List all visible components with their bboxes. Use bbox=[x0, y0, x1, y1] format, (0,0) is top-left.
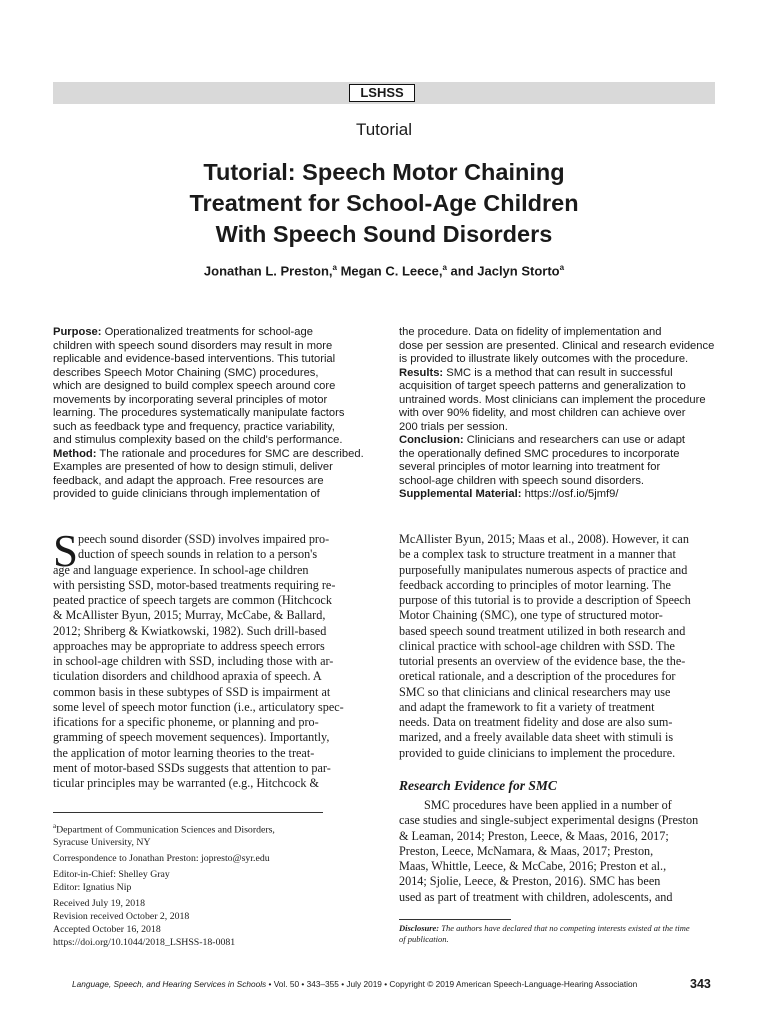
section-heading: Research Evidence for SMC bbox=[399, 778, 557, 793]
abstract-text: 200 trials per session. bbox=[399, 420, 508, 433]
abstract-label: Results: bbox=[399, 366, 444, 379]
abstract-left-column bbox=[53, 326, 371, 502]
abstract-line bbox=[53, 421, 371, 435]
abstract-line bbox=[53, 488, 371, 502]
abstract-text: several principles of motor learning into treatment for bbox=[399, 461, 661, 473]
article-title bbox=[0, 157, 768, 250]
abstract-text: feedback, and adapt the approach. Free resources are bbox=[53, 474, 324, 487]
abstract-text: school-age children with speech sound disorders. bbox=[399, 474, 645, 487]
abstract-line bbox=[399, 353, 717, 367]
drop-cap: S bbox=[53, 526, 79, 576]
body-text-line: McAllister Byun, 2015; Maas et al., 2008). However, it can bbox=[399, 532, 689, 546]
abstract-line bbox=[399, 434, 717, 448]
affiliation-mark: a bbox=[53, 822, 57, 830]
body-text-line: clinical practice with school-age children with SSD. The bbox=[399, 638, 675, 653]
body-left-column bbox=[53, 532, 371, 791]
body-text-line: with persisting SSD, motor-based treatments requiring re- bbox=[53, 577, 336, 592]
abstract-line bbox=[399, 461, 717, 475]
body-text-line: feedback according to principles of motor learning. The bbox=[399, 577, 671, 592]
body-text-line: case studies and single-subject experimental designs (Preston bbox=[399, 813, 699, 828]
author-affiliation-mark: a bbox=[332, 263, 337, 272]
abstract-text: which are designed to build complex speech around core bbox=[53, 380, 336, 392]
abstract-line bbox=[53, 367, 371, 381]
body-text-line: the application of motor learning theories to the treat- bbox=[53, 745, 315, 760]
abstract-text: The rationale and procedures for SMC are described. bbox=[99, 447, 364, 460]
author-affiliation-mark: a bbox=[442, 263, 447, 272]
body-text-line: some level of speech motor function (i.e., articulatory spec- bbox=[53, 699, 344, 714]
abstract-text: such as feedback type and frequency, practice variability, bbox=[53, 420, 335, 433]
body-right-column-continued bbox=[399, 798, 717, 905]
abstract-line bbox=[53, 326, 371, 340]
body-text-line: needs. Data on treatment fidelity and dose are also sum- bbox=[399, 715, 673, 729]
abstract-text: with over 90% fidelity, and most children can achieve over bbox=[399, 407, 686, 419]
footer-journal-name: Language, Speech, and Hearing Services in Schools bbox=[72, 979, 267, 989]
author-name: Jonathan L. Preston, bbox=[203, 263, 333, 279]
abstract-line bbox=[399, 367, 717, 381]
date-line: Received July 19, 2018 bbox=[53, 898, 145, 910]
abstract-line bbox=[399, 394, 717, 408]
body-text-line: SMC so that clinicians and clinical researchers may use bbox=[399, 684, 671, 699]
abstract-text: replicable and evidence-based interventions. This tutorial bbox=[53, 353, 336, 365]
abstract-text: movements by incorporating several principles of motor bbox=[53, 393, 328, 406]
abstract-line bbox=[399, 475, 717, 489]
abstract-text: Operationalized treatments for school-age bbox=[104, 326, 313, 338]
body-text-line: Maas, Whittle, Leece, & McCabe, 2016; Preston et al., bbox=[399, 859, 667, 873]
body-text-line: peech sound disorder (SSD) involves impaired pro- bbox=[78, 532, 330, 546]
disclosure-label: Disclosure: bbox=[399, 923, 440, 933]
body-text-line: Motor Chaining (SMC), one type of structured motor- bbox=[399, 608, 663, 623]
correspondence-line: Correspondence to Jonathan Preston: jopresto@syr.edu bbox=[53, 853, 270, 865]
body-text-line: gramming of speech movement sequences). Importantly, bbox=[53, 730, 330, 745]
abstract-text: dose per session are presented. Clinical and research evidence bbox=[399, 339, 715, 352]
abstract-text: describes Speech Motor Chaining (SMC) procedures, bbox=[53, 366, 319, 379]
body-text-line: 2012; Shriberg & Kwiatkowski, 1982). Such drill-based bbox=[53, 623, 327, 638]
abstract-line bbox=[53, 461, 371, 475]
disclosure-note bbox=[399, 923, 717, 945]
abstract-label: Purpose: bbox=[53, 326, 102, 338]
body-text-line: & Leaman, 2014; Preston, Leece, & Maas, 2016, 2017; bbox=[399, 828, 669, 843]
footer-citation bbox=[72, 979, 637, 989]
abstract-label: Supplemental Material: bbox=[399, 488, 522, 500]
body-text-line: and adapt the framework to fit a variety of treatment bbox=[399, 699, 655, 714]
body-text-line: common basis in these subtypes of SSD is impairment at bbox=[53, 684, 331, 699]
author-affiliation-mark: a bbox=[559, 263, 565, 272]
editor-line: Editor-in-Chief: Shelley Gray bbox=[53, 869, 170, 881]
footer-details: • Vol. 50 • 343–355 • July 2019 • Copyright © 2019 American Speech-Language-Hearing Association bbox=[266, 979, 638, 989]
footnotes bbox=[53, 820, 275, 949]
page-number: 343 bbox=[690, 977, 711, 991]
body-text-line: approaches may be appropriate to address speech errors bbox=[53, 638, 325, 653]
body-text-line: peated practice of speech targets are common (Hitchcock bbox=[53, 593, 332, 607]
abstract-right-column bbox=[399, 326, 717, 502]
abstract-text: the operationally defined SMC procedures to incorporate bbox=[399, 447, 680, 460]
title-line: Tutorial: Speech Motor Chaining bbox=[203, 159, 565, 185]
disclosure-divider bbox=[399, 919, 511, 920]
abstract-text: and stimulus complexity based on the child's performance. bbox=[53, 434, 343, 446]
abstract-text: the procedure. Data on fidelity of implementation and bbox=[399, 326, 662, 338]
section-label: Tutorial bbox=[355, 120, 413, 139]
disclosure-text: The authors have declared that no competing interests existed at the time bbox=[441, 923, 690, 933]
body-text-line: used as part of treatment with children, adolescents, and bbox=[399, 889, 673, 904]
footnote-divider bbox=[53, 812, 323, 813]
body-text-line: provided to guide clinicians to implement the procedure. bbox=[399, 745, 676, 760]
body-text-line: in school-age children with SSD, including those with ar- bbox=[53, 654, 334, 668]
abstract-line bbox=[53, 448, 371, 462]
journal-badge: LSHSS bbox=[349, 84, 415, 102]
abstract-line bbox=[53, 340, 371, 354]
author-name: and Jaclyn Storto bbox=[450, 263, 560, 279]
abstract-line bbox=[399, 340, 717, 354]
body-text-line: oretical rationale, and a description of the procedures for bbox=[399, 669, 676, 684]
body-text-line: purposefully manipulates numerous aspects of practice and bbox=[399, 562, 688, 577]
abstract-text: Clinicians and researchers can use or adapt bbox=[466, 434, 686, 446]
title-line: With Speech Sound Disorders bbox=[215, 221, 553, 247]
abstract-text: provided to guide clinicians through implementation of bbox=[53, 488, 320, 500]
abstract-text: acquisition of target speech patterns and generalization to bbox=[399, 380, 686, 392]
body-text-line: ticular principles may be warranted (e.g., Hitchcock & bbox=[53, 776, 319, 790]
abstract-line bbox=[53, 353, 371, 367]
abstract-text: learning. The procedures systematically manipulate factors bbox=[53, 407, 345, 419]
abstract-line bbox=[53, 475, 371, 489]
editor-line: Editor: Ignatius Nip bbox=[53, 882, 132, 894]
abstract-line bbox=[399, 448, 717, 462]
body-text-line: Preston, Leece, McNamara, & Maas, 2017; Preston, bbox=[399, 843, 654, 858]
abstract-line bbox=[399, 380, 717, 394]
body-text-line: be a complex task to structure treatment in a manner that bbox=[399, 547, 676, 562]
abstract-text: Examples are presented of how to design stimuli, deliver bbox=[53, 461, 333, 473]
body-text-line: purpose of this tutorial is to provide a description of Speech bbox=[399, 593, 691, 607]
affiliation-line: Department of Communication Sciences and Disorders, bbox=[56, 824, 275, 836]
body-text-line: based speech sound treatment utilized in both research and bbox=[399, 623, 686, 638]
date-line: Accepted October 16, 2018 bbox=[53, 924, 161, 936]
author-list bbox=[0, 263, 768, 278]
title-line: Treatment for School-Age Children bbox=[189, 190, 579, 216]
body-text-line: & McAllister Byun, 2015; Murray, McCabe, & Ballard, bbox=[53, 608, 326, 623]
body-text-line: SMC procedures have been applied in a number of bbox=[424, 798, 672, 812]
abstract-line bbox=[399, 421, 717, 435]
disclosure-text: of publication. bbox=[399, 934, 449, 944]
abstract-line bbox=[53, 434, 371, 448]
abstract-text: untrained words. Most clinicians can implement the procedure bbox=[399, 393, 706, 406]
abstract-label: Conclusion: bbox=[399, 434, 464, 446]
body-text-line: marized, and a freely available data sheet with stimuli is bbox=[399, 730, 674, 745]
affiliation-line: Syracuse University, NY bbox=[53, 837, 151, 849]
abstract-text: https://osf.io/5jmf9/ bbox=[524, 488, 619, 500]
doi-link[interactable]: https://doi.org/10.1044/2018_LSHSS-18-0081 bbox=[53, 937, 236, 949]
body-text-line: ifications for a specific phoneme, or planning and pro- bbox=[53, 715, 319, 729]
abstract-line bbox=[53, 394, 371, 408]
body-text-line: ticulation disorders and childhood apraxia of speech. A bbox=[53, 669, 322, 684]
body-text-line: 2014; Sjolie, Leece, & Preston, 2016). SMC has been bbox=[399, 874, 661, 889]
abstract-line bbox=[399, 488, 717, 502]
abstract-line bbox=[53, 380, 371, 394]
body-text-line: duction of speech sounds in relation to a person's bbox=[78, 547, 318, 562]
body-text-line: age and language experience. In school-age children bbox=[53, 562, 309, 577]
body-text-line: tutorial presents an overview of the evidence base, the the- bbox=[399, 654, 686, 668]
abstract-line bbox=[399, 407, 717, 421]
abstract-line bbox=[53, 407, 371, 421]
abstract-text: is provided to illustrate likely outcomes with the procedure. bbox=[399, 353, 689, 365]
date-line: Revision received October 2, 2018 bbox=[53, 911, 190, 923]
abstract-text: SMC is a method that can result in successful bbox=[446, 366, 673, 379]
author-name: Megan C. Leece, bbox=[340, 263, 443, 279]
abstract-label: Method: bbox=[53, 447, 97, 460]
abstract-text: children with speech sound disorders may result in more bbox=[53, 339, 333, 352]
body-text-line: ment of motor-based SSDs suggests that attention to par- bbox=[53, 760, 331, 775]
abstract-line bbox=[399, 326, 717, 340]
body-right-column bbox=[399, 532, 717, 761]
